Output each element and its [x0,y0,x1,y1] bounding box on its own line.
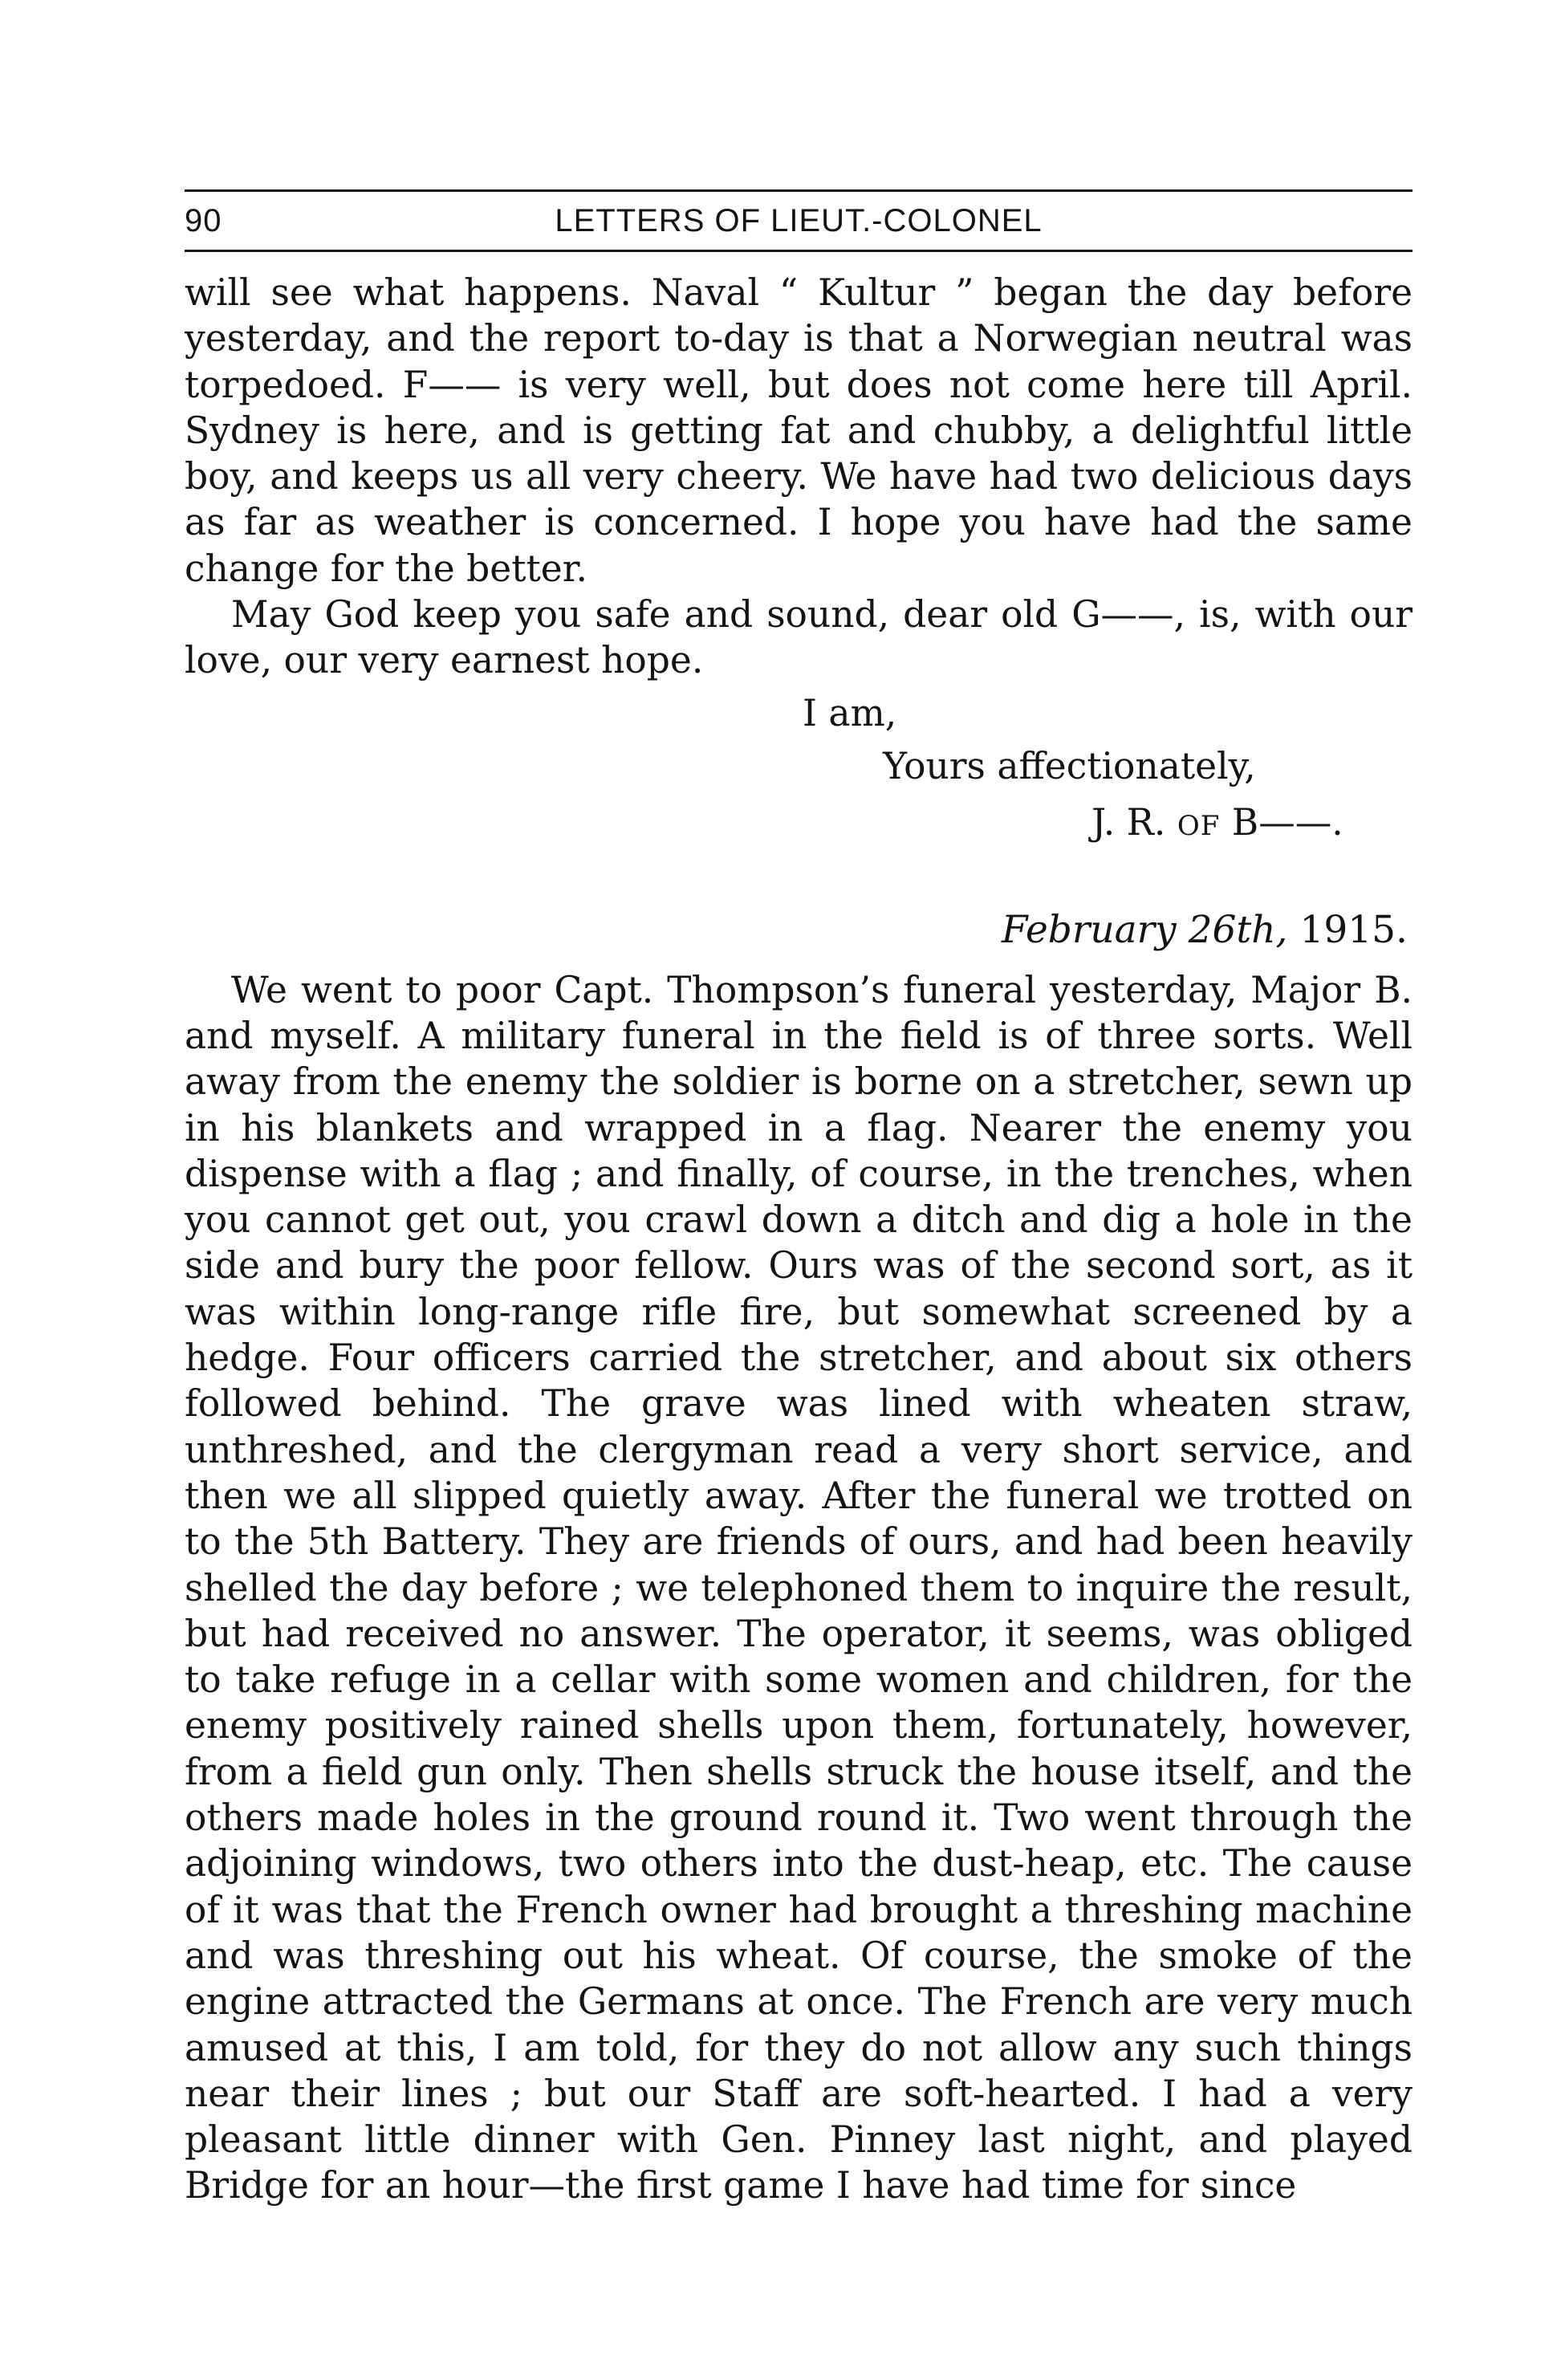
signature-of: OF [1177,809,1221,842]
signature-name: B——. [1231,800,1343,844]
letter-end-paragraph: will see what happens. Naval “ Kultur ” began the day before yesterday, and the report to-day is that a Norwegian neutral was torpedoed. F—— is very well, but does not come here till April. Sydney is here, and is getting fat and chubby, a delightful little boy, and keeps us all very cheery. We have had two delicious days as far as weather is concerned. I hope you have had the same change for the better. [185,271,1413,590]
closing-yours: Yours affectionately, [883,744,1256,787]
closing-salutation: I am, [803,691,897,734]
letter-date [185,907,1413,953]
letter-date-day: February 26th, [1001,907,1288,952]
letter-date-year: 1915. [1299,907,1408,952]
book-page [185,189,1413,2209]
letter-closing [185,684,1413,849]
running-title: LETTERS OF LIEUT.-COLONEL [555,203,1043,238]
header-bottom-rule [185,250,1413,252]
page-number: 90 [185,203,222,238]
running-head [185,200,1413,250]
next-letter-paragraph: We went to poor Capt. Thompson’s funeral yesterday, Major B. and myself. A military funeral in the field is of three sorts. Well away from the enemy the soldier is borne on a stretcher, sewn up in his blankets and wrapped in a flag. Nearer the enemy you dispense with a flag ; and finally, of course, in the trenches, when you cannot get out, you crawl down a ditch and dig a hole in the side and bury the poor fellow. Ours was of the second sort, as it was within long-range rifle fire, but somewhat screened by a hedge. Four officers carried the stretcher, and about six others followed behind. The grave was lined with wheaten straw, unthreshed, and the clergyman read a very short service, and then we all slipped quietly away. After the funeral we trotted on to the 5th Battery. They are friends of ours, and had been heavily shelled the day before ; we telephoned them to inquire the result, but had received no answer. The operator, it seems, was obliged to take refuge in a cellar with some women and children, for the enemy positively rained shells upon them, fortunately, however, from a field gun only. Then shells struck the house itself, and the others made holes in the ground round it. Two went through the adjoining windows, two others into the dust-heap, etc. The cause of it was that the French owner had brought a threshing machine and was threshing out his wheat. Of course, the smoke of the engine attracted the Germans at once. The French are very much amused at this, I am told, for they do not allow any such things near their lines ; but our Staff are soft-hearted. I had a very pleasant little dinner with Gen. Pinney last night, and played Bridge for an hour—the first game I have had time for since [185,968,1413,2207]
closing-wish-paragraph: May God keep you safe and sound, dear old G——, is, with our love, our very earnest hope. [185,593,1413,682]
signature [185,793,1413,849]
signature-initials: J. R. [1091,800,1166,844]
next-letter [185,967,1413,2209]
header-top-rule [185,189,1413,192]
letter-end [185,270,1413,684]
